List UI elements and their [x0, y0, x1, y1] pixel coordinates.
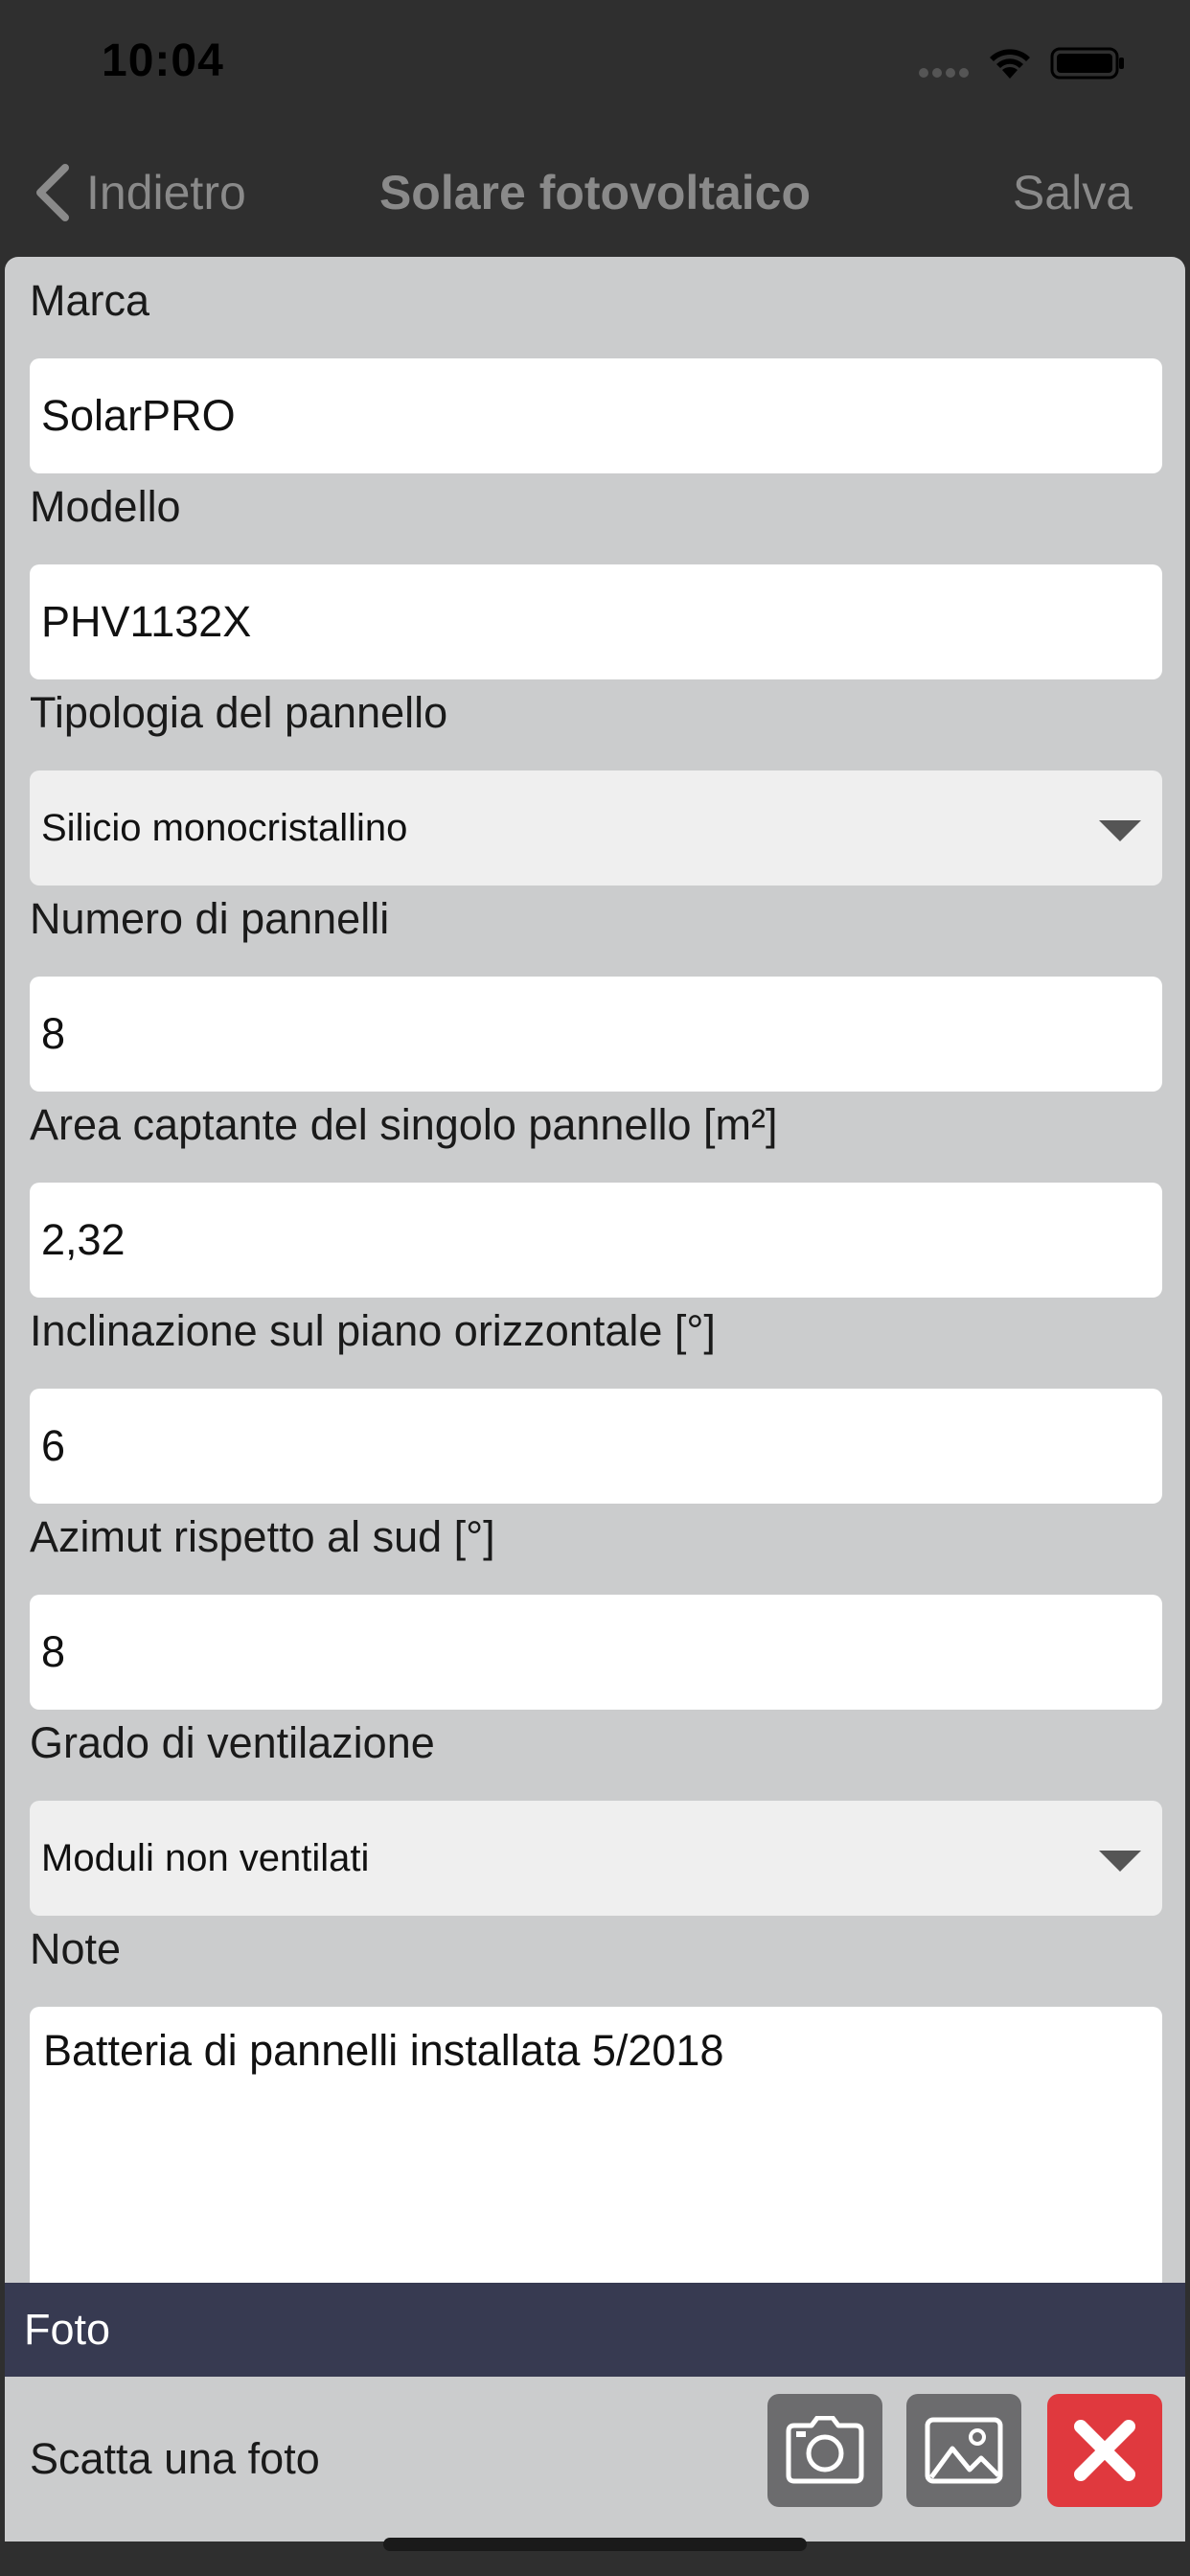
back-button-label: Indietro — [86, 166, 246, 219]
foto-row — [5, 2377, 1185, 2542]
page-title: Solare fotovoltaico — [378, 166, 812, 219]
status-time: 10:04 — [102, 35, 224, 86]
foto-label: Scatta una foto — [30, 2434, 320, 2483]
form-card — [5, 257, 1185, 2542]
gallery-icon — [924, 2416, 1004, 2485]
delete-photo-button[interactable] — [1047, 2394, 1162, 2507]
ventilazione-select[interactable] — [30, 1801, 1162, 1916]
numero-label: Numero di pannelli — [30, 894, 390, 943]
azimut-label: Azimut rispetto al sud [°] — [30, 1512, 495, 1561]
dropdown-arrow-icon — [1099, 1851, 1141, 1872]
dropdown-arrow-icon — [1099, 820, 1141, 841]
home-indicator[interactable] — [383, 2538, 807, 2551]
tipologia-select[interactable] — [30, 770, 1162, 886]
inclinazione-input[interactable]: 6 — [30, 1389, 1162, 1504]
note-textarea[interactable]: Batteria di pannelli installata 5/2018 — [30, 2007, 1162, 2294]
tipologia-label: Tipologia del pannello — [30, 688, 448, 737]
marca-label: Marca — [30, 276, 150, 325]
foto-section-header — [5, 2283, 1185, 2377]
take-photo-button[interactable] — [767, 2394, 882, 2507]
status-bar — [0, 0, 1190, 134]
ventilazione-selected-value: Moduli non ventilati — [41, 1837, 370, 1879]
battery-icon — [1050, 46, 1127, 80]
modello-input[interactable]: PHV1132X — [30, 564, 1162, 679]
cellular-signal-icon — [918, 67, 972, 79]
close-icon — [1071, 2417, 1138, 2484]
marca-input[interactable]: SolarPRO — [30, 358, 1162, 473]
inclinazione-label: Inclinazione sul piano orizzontale [°] — [30, 1306, 716, 1355]
choose-photo-button[interactable] — [906, 2394, 1021, 2507]
navigation-bar — [0, 134, 1190, 257]
area-label: Area captante del singolo pannello [m²] — [30, 1100, 778, 1149]
area-input[interactable]: 2,32 — [30, 1183, 1162, 1298]
foto-section-title: Foto — [24, 2305, 111, 2354]
numero-input[interactable]: 8 — [30, 977, 1162, 1092]
note-label: Note — [30, 1924, 122, 1973]
tipologia-selected-value: Silicio monocristallino — [41, 807, 408, 849]
azimut-input[interactable]: 8 — [30, 1595, 1162, 1710]
modello-label: Modello — [30, 482, 181, 531]
ventilazione-label: Grado di ventilazione — [30, 1718, 435, 1767]
save-button[interactable]: Salva — [1012, 166, 1133, 219]
wifi-icon — [987, 46, 1033, 80]
camera-icon — [785, 2416, 865, 2485]
